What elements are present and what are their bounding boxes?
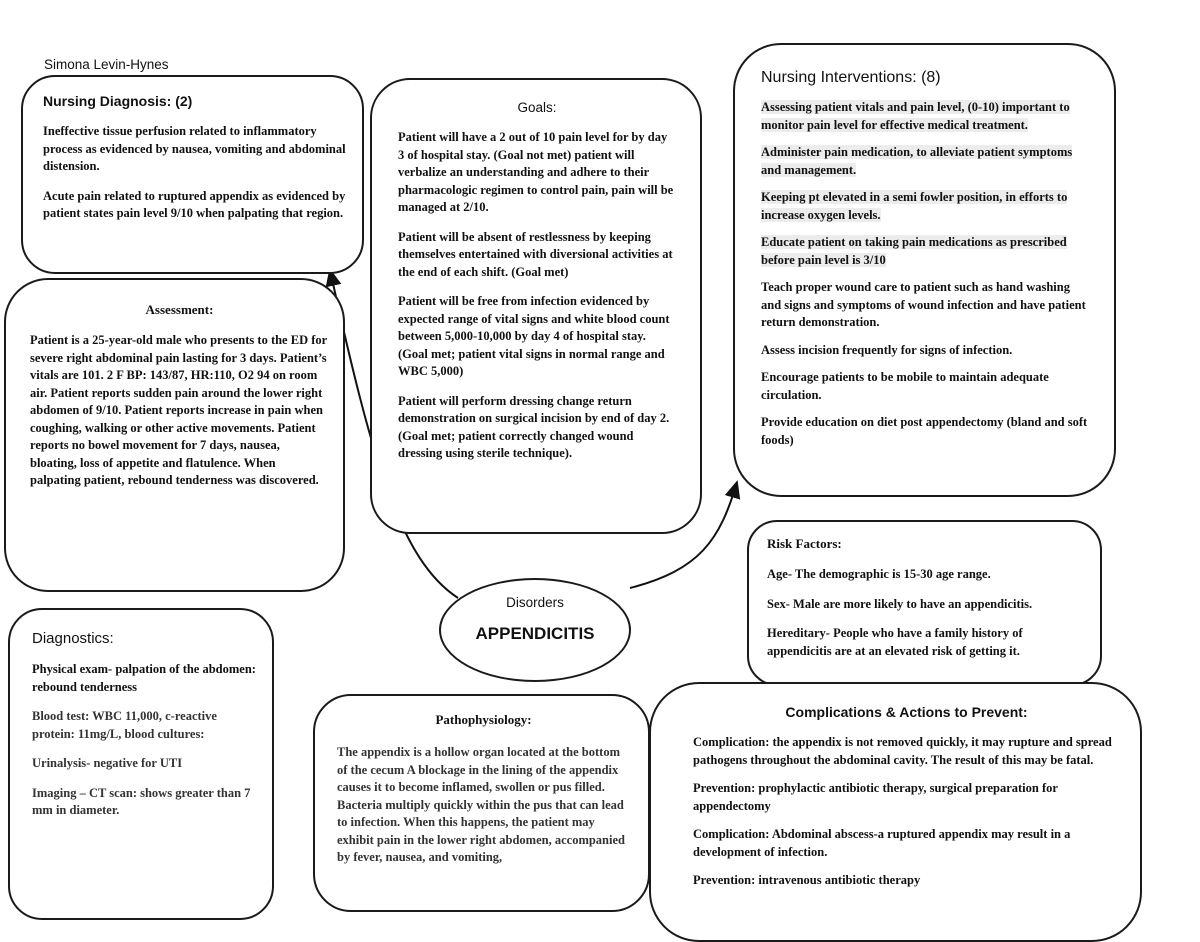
goal-item: Patient will perform dressing change return demonstration on surgical incision by end of day 2. (Goal met; patient correctly changed wound dressing using sterile technique). [398, 393, 670, 460]
goals-box [370, 78, 702, 534]
pathophysiology-box [313, 694, 650, 912]
intervention-item: Provide education on diet post appendectomy (bland and soft foods) [761, 415, 1088, 447]
risk-factor-item: Sex- Male are more likely to have an appendicitis. [767, 596, 1033, 611]
diagnostics-item: Imaging – CT scan: shows greater than 7 mm in diameter. [32, 785, 251, 817]
intervention-item: Assess incision frequently for signs of infection. [761, 342, 1013, 357]
risk-factors-box [747, 520, 1102, 686]
diagnostics-item: Physical exam- palpation of the abdomen: rebound tenderness [32, 662, 256, 694]
intervention-item: Teach proper wound care to patient such as hand washing and signs and symptoms of wound infection and have patient return demonstration. [761, 280, 1086, 329]
pathophysiology-title: Pathophysiology: [435, 712, 532, 727]
nursing-interventions-box [733, 43, 1116, 497]
complication-item: Complication: Abdominal abscess-a ruptured appendix may result in a development of infection. [693, 827, 1071, 859]
diagnostics-item: Blood test: WBC 11,000, c-reactive protein: 11mg/L, blood cultures: [32, 709, 217, 741]
intervention-item: Keeping pt elevated in a semi fowler position, in efforts to increase oxygen levels. [761, 190, 1068, 222]
disorders-center-ellipse [439, 578, 631, 682]
intervention-item: Encourage patients to be mobile to maintain adequate circulation. [761, 370, 1049, 402]
appendicitis-title: APPENDICITIS [475, 624, 595, 643]
diagnostics-title: Diagnostics: [32, 630, 114, 647]
complication-item: Prevention: intravenous antibiotic therapy [693, 873, 921, 887]
diagnosis-item: Acute pain related to ruptured appendix as evidenced by patient states pain level 9/10 when palpating that region. [43, 188, 346, 220]
complication-item: Prevention: prophylactic antibiotic therapy, surgical preparation for appendectomy [693, 781, 1058, 813]
goal-item: Patient will be free from infection evidenced by expected range of vital signs and white blood count between 5,000-10,000 by day 4 of hospital stay. (Goal met; patient vital signs in normal range and WBC 5,000) [398, 294, 670, 378]
nursing-diagnosis-box [21, 75, 364, 274]
complications-box [649, 682, 1142, 942]
risk-factors-title: Risk Factors: [767, 536, 842, 551]
intervention-item: Educate patient on taking pain medications as prescribed before pain level is 3/10 [761, 235, 1067, 267]
diagnostics-item: Urinalysis- negative for UTI [32, 756, 183, 770]
nursing-interventions-title: Nursing Interventions: (8) [761, 69, 941, 86]
complications-title: Complications & Actions to Prevent: [785, 704, 1028, 720]
author-name: Simona Levin-Hynes [44, 57, 169, 72]
risk-factor-item: Age- The demographic is 15-30 age range. [767, 567, 991, 581]
assessment-text: Patient is a 25-year-old male who presents to the ED for severe right abdominal pain lasting for 3 days. Patient’s vitals are 101. 2 F BP: 143/87, HR:110, O2 94 on room air. Patient reports sudden pain around the lower right abdomen of 9/10. Patient reports increase in pain when coughing, walking or other active movements. Patient reports no bowel movement for 7 days, nausea, bloating, loss of appetite and flatulence. When palpating patient, rebound tenderness was discovered. [30, 333, 327, 487]
goal-item: Patient will be absent of restlessness by keeping themselves entertained with diversional activities at the end of each shift. (Goal met) [398, 229, 673, 279]
pathophysiology-text: The appendix is a hollow organ located at the bottom of the cecum A blockage in the lining of the appendix causes it to become inflamed, swollen or pus filled. Bacteria multiply quickly within the pus that can lead to infection. When this happens, the patient may exhibit pain in the lower right abdomen, accompanied by fever, nausea, and vomiting, [337, 745, 625, 864]
assessment-box [4, 278, 345, 592]
diagnostics-box [8, 608, 274, 920]
goals-title: Goals: [517, 100, 557, 115]
goal-item: Patient will have a 2 out of 10 pain level for by day 3 of hospital stay. (Goal not met) patient will verbalize an understanding and adhere to their pharmacologic regimen to control pain, pain will be managed at 2/10. [398, 130, 674, 214]
nursing-diagnosis-title: Nursing Diagnosis: (2) [43, 93, 193, 109]
risk-factor-item: Hereditary- People who have a family history of appendicitis are at an elevated risk of getting it. [767, 626, 1023, 658]
diagnosis-item: Ineffective tissue perfusion related to inflammatory process as evidenced by nausea, vomiting and abdominal distension. [43, 124, 346, 173]
disorders-label: Disorders [506, 595, 564, 610]
intervention-item: Assessing patient vitals and pain level, (0-10) important to monitor pain level for effective medical treatment. [761, 100, 1070, 132]
intervention-item: Administer pain medication, to alleviate patient symptoms and management. [761, 145, 1073, 177]
assessment-title: Assessment: [145, 302, 214, 317]
complication-item: Complication: the appendix is not removed quickly, it may rupture and spread pathogens throughout the abdominal cavity. The result of this may be fatal. [693, 735, 1112, 767]
